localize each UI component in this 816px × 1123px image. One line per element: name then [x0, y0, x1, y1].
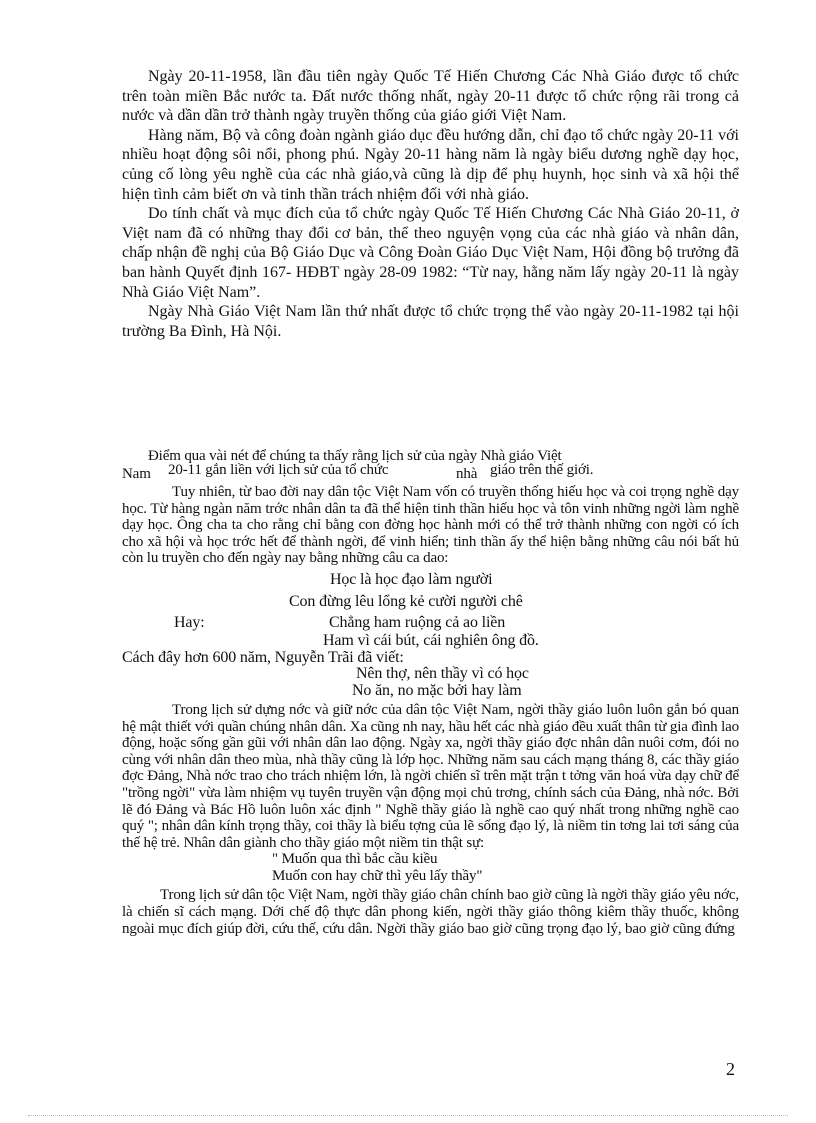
ca-dao-line-5: Nên thợ, nên thầy vì có học [356, 664, 529, 682]
diem-qua-line-1: Điểm qua vài nét để chúng ta thấy rằng lịch sử của ngày Nhà giáo Việt [148, 448, 562, 464]
ca-dao-line-6: No ăn, no mặc bởi hay làm [352, 681, 522, 699]
diem-qua-paragraph [122, 448, 739, 482]
diem-qua-line-2a: Nam [122, 466, 151, 482]
paragraph-2: Hàng năm, Bộ và công đoàn ngành giáo dục đều hướng dẫn, chỉ đạo tổ chức ngày 20-11 với nhiều hoạt động sôi nổi, phong phú. Ngày 20-11 hàng năm là ngày biểu dương nghề dạy học, củng cố lòng yêu nghề của các nhà giáo,và cũng là dịp để phụ huynh, học sinh và xã hội thể hiện tình cảm biết ơn và tinh thần trách nhiệm đối với nhà giáo. [122, 126, 739, 203]
ca-dao-line-3: Chẳng ham ruộng cả ao liền [329, 613, 506, 631]
ca-dao-block [122, 567, 739, 703]
quote-block [122, 851, 739, 885]
paragraph-4: Ngày Nhà Giáo Việt Nam lần thứ nhất được tổ chức trọng thể vào ngày 20-11-1982 tại hội trường Ba Đình, Hà Nội. [122, 303, 739, 340]
ca-dao-line-1: Học là học đạo làm người [330, 570, 493, 588]
history-section [122, 448, 739, 937]
paragraph-1: Ngày 20-11-1958, lần đầu tiên ngày Quốc Tế Hiến Chương Các Nhà Giáo được tổ chức trên toàn miền Bắc nước ta. Đất nước thống nhất, ngày 20-11 được tổ chức rộng rãi trong cả nước và dần dần trở thành ngày truyền thống của giáo giới Việt Nam. [122, 68, 739, 125]
trong-lich-su-paragraph-1: Trong lịch sử dựng nớc và giữ nớc của dân tộc Việt Nam, ngời thầy giáo luôn luôn gắn bó quan hệ mật thiết với quần chúng nhân dân. Xa cũng nh nay, hầu hết các nhà giáo đều xuất thân từ gia đình lao động, hoặc sống gần gũi với nhân dân lao động. Ngày xa, ngời thầy giáo đợc nhân dân nuôi cơm, đói no cùng với nhân dân theo mùa, nhà thầy cũng là lớp học. Những năm sau cách mạng tháng 8, các thầy giáo đợc Đảng, Nhà nớc trao cho trách nhiệm lớn, là ngời chiến sĩ trên mặt trận t tởng văn hoá vừa dạy chữ để "trồng ngời" vừa làm nhiệm vụ tuyên truyền vận động mọi chủ trơng, chính sách của Đảng, nhà nớc. Bởi lẽ đó Đảng và Bác Hồ luôn luôn xác định " Nghề thầy giáo là nghề cao quý nhất trong những nghề cao quý "; nhân dân kính trọng thầy, coi thầy là biểu tợng của lẽ sống đạo lý, là niềm tin tơng lai tơi sáng của thế hệ trẻ. Nhân dân giành cho thầy giáo một niềm tin thật sự: [122, 701, 739, 851]
paragraph-3: Do tính chất và mục đích của tổ chức ngày Quốc Tế Hiến Chương Các Nhà Giáo 20-11, ở Việt nam đã có những thay đổi cơ bản, thể theo nguyện vọng của các nhà giáo và nhân dân, chấp nhận đề nghị của Bộ Giáo Dục và Công Đoàn Giáo Dục Việt Nam, Hội đồng bộ trưởng đã ban hành Quyết định 167- HĐBT ngày 28-09 1982: “Từ nay, hằng năm lấy ngày 20-11 là ngày Nhà Giáo Việt Nam”. [122, 205, 739, 301]
diem-qua-line-2c: nhà [456, 466, 478, 482]
intro-section [122, 67, 739, 341]
page-number: 2 [726, 1059, 735, 1079]
tuy-nhien-paragraph: Tuy nhiên, từ bao đời nay dân tộc Việt Nam vốn có truyền thống hiếu học và coi trọng nghề dạy học. Từ hàng ngàn năm trớc nhân dân ta đã thể hiện tinh thần hiếu học và tôn vinh những ngời làm nghề dạy học. Ông cha ta cho rằng chỉ bằng con đờng học hành mới có thể trở thành những con ngời có ích cho xã hội và học trớc hết để thành ngời, để vinh hiển; tinh thần ấy thể hiện bằng những câu nói bất hủ còn lu truyền cho đến ngày nay bằng những câu ca dao: [122, 484, 739, 567]
quote-line-2: Muốn con hay chữ thì yêu lấy thầy" [272, 868, 483, 885]
diem-qua-line-2b: 20-11 gắn liền với lịch sử của tổ chức [168, 462, 389, 478]
page-bottom-divider [28, 1115, 788, 1116]
quote-line-1: " Muốn qua thì bắc cầu kiều [272, 851, 438, 868]
ca-dao-line-2: Con đừng lêu lổng kẻ cười người chê [289, 592, 523, 610]
nguyen-trai-intro: Cách đây hơn 600 năm, Nguyễn Trãi đã viết: [122, 648, 404, 666]
ca-dao-hay-label: Hay: [174, 613, 205, 631]
ca-dao-line-4: Ham vì cái bút, cái nghiên ông đồ. [323, 631, 539, 649]
trong-lich-su-paragraph-2: Trong lịch sử dân tộc Việt Nam, ngời thầy giáo chân chính bao giờ cũng là ngời thầy giáo yêu nớc, là chiến sĩ cách mạng. Dới chế độ thực dân phong kiến, ngời thầy giáo thông kiêm thầy thuốc, không ngoài mục đích giúp đời, cứu thế, cứu dân. Ngời thầy giáo bao giờ cũng trọng đạo lý, bao giờ cũng đứng [122, 887, 739, 937]
diem-qua-line-2d: giáo trên thế giới. [490, 462, 594, 478]
